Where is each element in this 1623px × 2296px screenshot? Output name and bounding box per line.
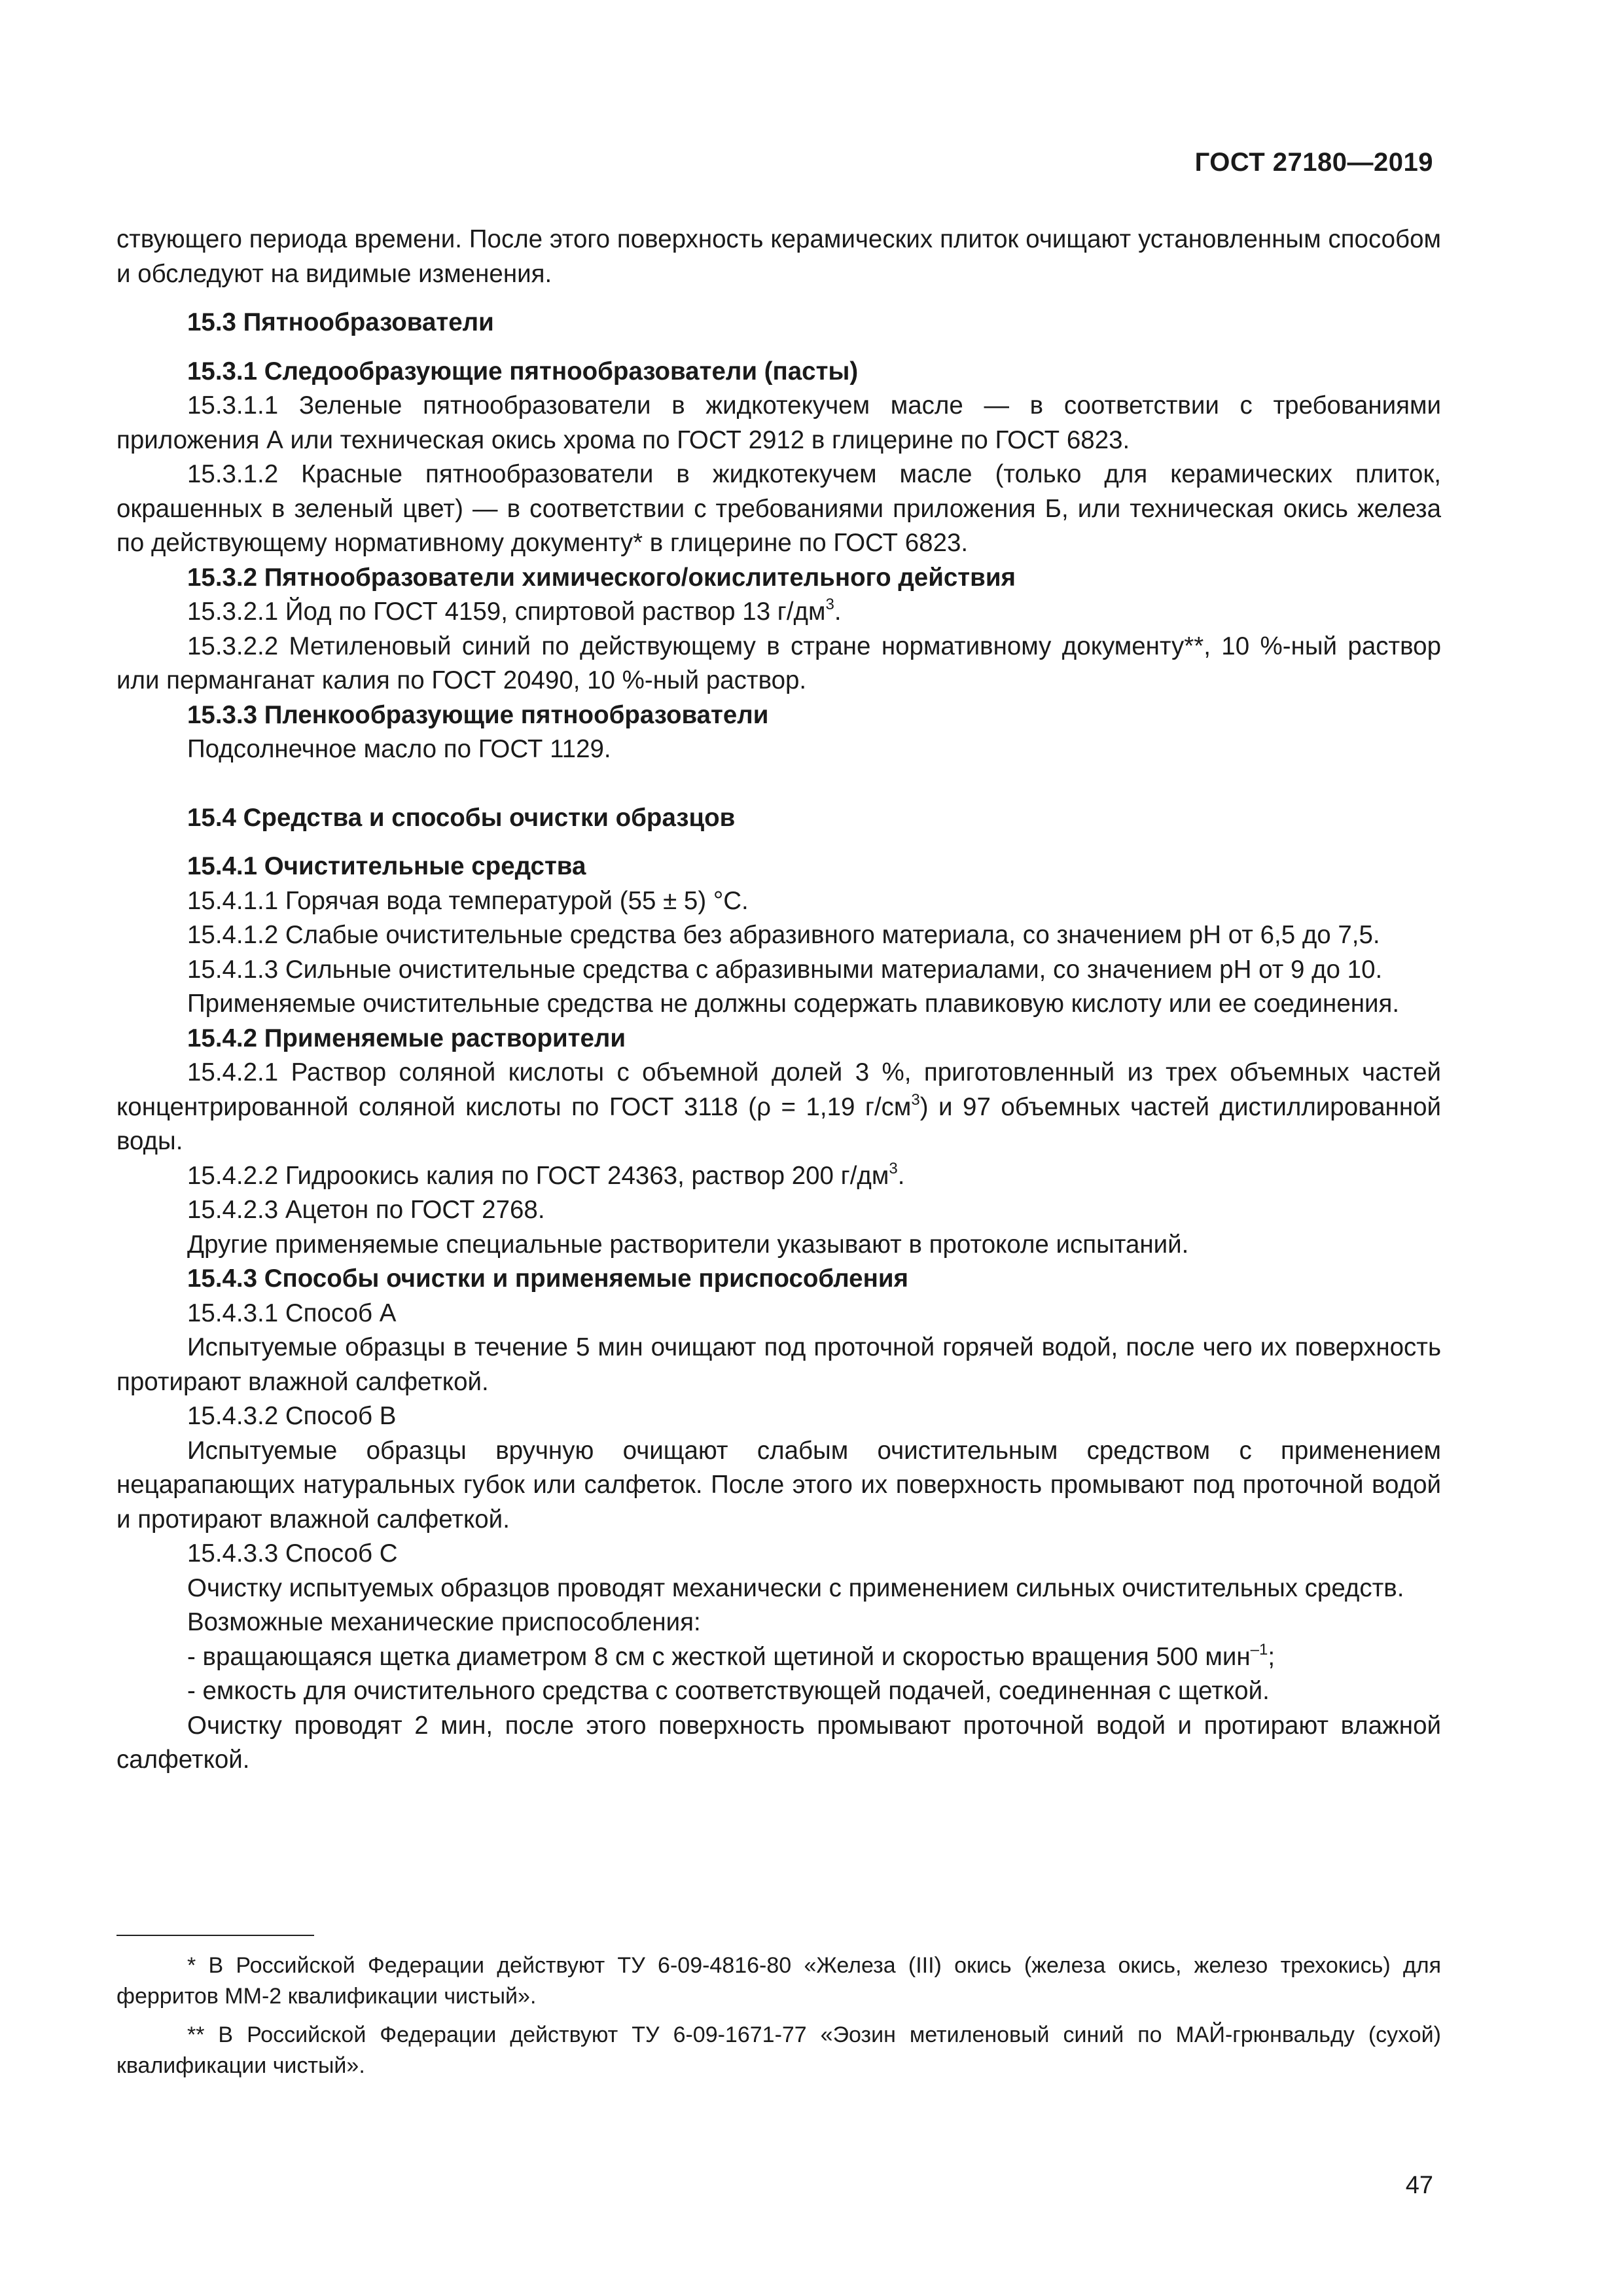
paragraph-15-4-3-1: 15.4.3.1 Способ А: [187, 1299, 397, 1327]
paragraph-15-4-2-2: [116, 1159, 1441, 1194]
page-number: 47: [1405, 2172, 1433, 2199]
paragraph-15-4-1-3: 15.4.1.3 Сильные очистительные средства с абразивными материалами, со значением рН от 9 до 10.: [187, 955, 1383, 984]
paragraph-15-4-2-1-text: 15.4.2.1 Раствор соляной кислоты с объемной долей 3 %, приготовленный из трех объемных частей концентрированной соляной кислоты по ГОСТ 3118 (ρ = 1,19 г/см: [116, 1058, 1441, 1121]
paragraph-15-4-2-1-tail: ) и 97 объемных частей дистиллированной воды.: [116, 1092, 1441, 1155]
paragraph-15-3-3: Подсолнечное масло по ГОСТ 1129.: [187, 735, 611, 763]
list-item-brush-text: - вращающаяся щетка диаметром 8 см с жесткой щетиной и скоростью вращения 500 мин: [187, 1642, 1251, 1671]
footnotes: [116, 1950, 1441, 2089]
superscript: 3: [889, 1159, 898, 1177]
heading-15-3: 15.3 Пятнообразователи: [187, 308, 494, 336]
superscript: 3: [911, 1090, 920, 1109]
list-item-container: - емкость для очистительного средства с соответствующей подачей, соединенная с щеткой.: [187, 1677, 1270, 1705]
paragraph-15-3-2-1-text: 15.3.2.1 Йод по ГОСТ 4159, спиртовой раствор 13 г/дм: [187, 598, 826, 626]
paragraph-15-4-2-note: Другие применяемые специальные растворители указывают в протоколе испытаний.: [187, 1230, 1189, 1259]
paragraph-15-4-1-note: Применяемые очистительные средства не должны содержать плавиковую кислоту или ее соединения.: [187, 990, 1400, 1018]
superscript: 3: [825, 596, 834, 613]
footnote-1: * В Российской Федерации действуют ТУ 6-09-4816-80 «Железа (III) окись (железа окись, железо трехокись) для ферритов ММ-2 квалификации чистый».: [116, 1953, 1441, 2009]
paragraph-15-4-1-1: 15.4.1.1 Горячая вода температурой (55 ± 5) °С.: [187, 886, 749, 915]
heading-15-4-1: 15.4.1 Очистительные средства: [187, 852, 586, 880]
list-item-end: ;: [1268, 1642, 1275, 1671]
paragraph-method-c: Очистку испытуемых образцов проводят механически с применением сильных очистительных средств.: [187, 1573, 1404, 1602]
paragraph-15-4-2-2-text: 15.4.2.2 Гидроокись калия по ГОСТ 24363, раствор 200 г/дм: [187, 1161, 889, 1190]
paragraph-continuation: ствующего периода времени. После этого поверхность керамических плиток очищают установленным способом и обследуют на видимые изменения.: [116, 225, 1441, 288]
paragraph-end: .: [897, 1161, 905, 1190]
paragraph-15-3-2-2: 15.3.2.2 Метиленовый синий по действующему в стране нормативному документу**, 10 %-ный раствор или перманганат калия по ГОСТ 20490, 10 %-ный раствор.: [116, 632, 1441, 694]
paragraph-15-3-1-2: 15.3.1.2 Красные пятнообразователи в жидкотекучем масле (только для керамических плиток, окрашенных в зеленый цвет) — в соответствии с требованиями приложения Б, или техническая окись железа по действующему нормативному документу* в глицерине по ГОСТ 6823.: [116, 460, 1441, 557]
paragraph-15-3-1-1: 15.3.1.1 Зеленые пятнообразователи в жидкотекучем масле — в соответствии с требованиями приложения А или техническая окись хрома по ГОСТ 2912 в глицерине по ГОСТ 6823.: [116, 391, 1441, 454]
paragraph-15-4-3-3: 15.4.3.3 Способ С: [187, 1539, 398, 1568]
paragraph-method-a: Испытуемые образцы в течение 5 мин очищают под проточной горячей водой, после чего их поверхность протирают влажной салфеткой.: [116, 1333, 1441, 1396]
paragraph-15-4-1-2: 15.4.1.2 Слабые очистительные средства без абразивного материала, со значением рН от 6,5 до 7,5.: [187, 921, 1380, 949]
footnote-2: ** В Российской Федерации действуют ТУ 6-09-1671-77 «Эозин метиленовый синий по МАЙ-грюнвальду (сухой) квалификации чистый».: [116, 2022, 1441, 2078]
paragraph-15-3-2-1: [116, 595, 1441, 630]
footnote-separator: [116, 1935, 314, 1936]
list-item-brush: [116, 1640, 1441, 1675]
heading-15-4-3: 15.4.3 Способы очистки и применяемые приспособления: [187, 1265, 908, 1293]
paragraph-devices: Возможные механические приспособления:: [187, 1608, 701, 1636]
body-text: [116, 223, 1441, 1778]
page-header-doc-id: ГОСТ 27180—2019: [1194, 148, 1433, 177]
paragraph-end: .: [834, 598, 842, 626]
heading-15-3-2: 15.3.2 Пятнообразователи химического/окислительного действия: [187, 563, 1016, 592]
heading-15-3-3: 15.3.3 Пленкообразующие пятнообразователи: [187, 700, 769, 729]
superscript: –1: [1250, 1640, 1268, 1659]
heading-15-3-1: 15.3.1 Следообразующие пятнообразователи (пасты): [187, 357, 859, 386]
paragraph-method-b: Испытуемые образцы вручную очищают слабым очистительным средством с применением нецарапающих натуральных губок или салфеток. После этого их поверхность промывают под проточной водой и протирают влажной салфеткой.: [116, 1436, 1441, 1534]
heading-15-4: 15.4 Средства и способы очистки образцов: [187, 803, 736, 832]
paragraph-15-4-2-1: [116, 1056, 1441, 1159]
paragraph-final: Очистку проводят 2 мин, после этого поверхность промывают проточной водой и протирают влажной салфеткой.: [116, 1711, 1441, 1774]
heading-15-4-2: 15.4.2 Применяемые растворители: [187, 1024, 626, 1052]
paragraph-15-4-3-2: 15.4.3.2 Способ В: [187, 1402, 397, 1430]
paragraph-15-4-2-3: 15.4.2.3 Ацетон по ГОСТ 2768.: [187, 1196, 545, 1224]
